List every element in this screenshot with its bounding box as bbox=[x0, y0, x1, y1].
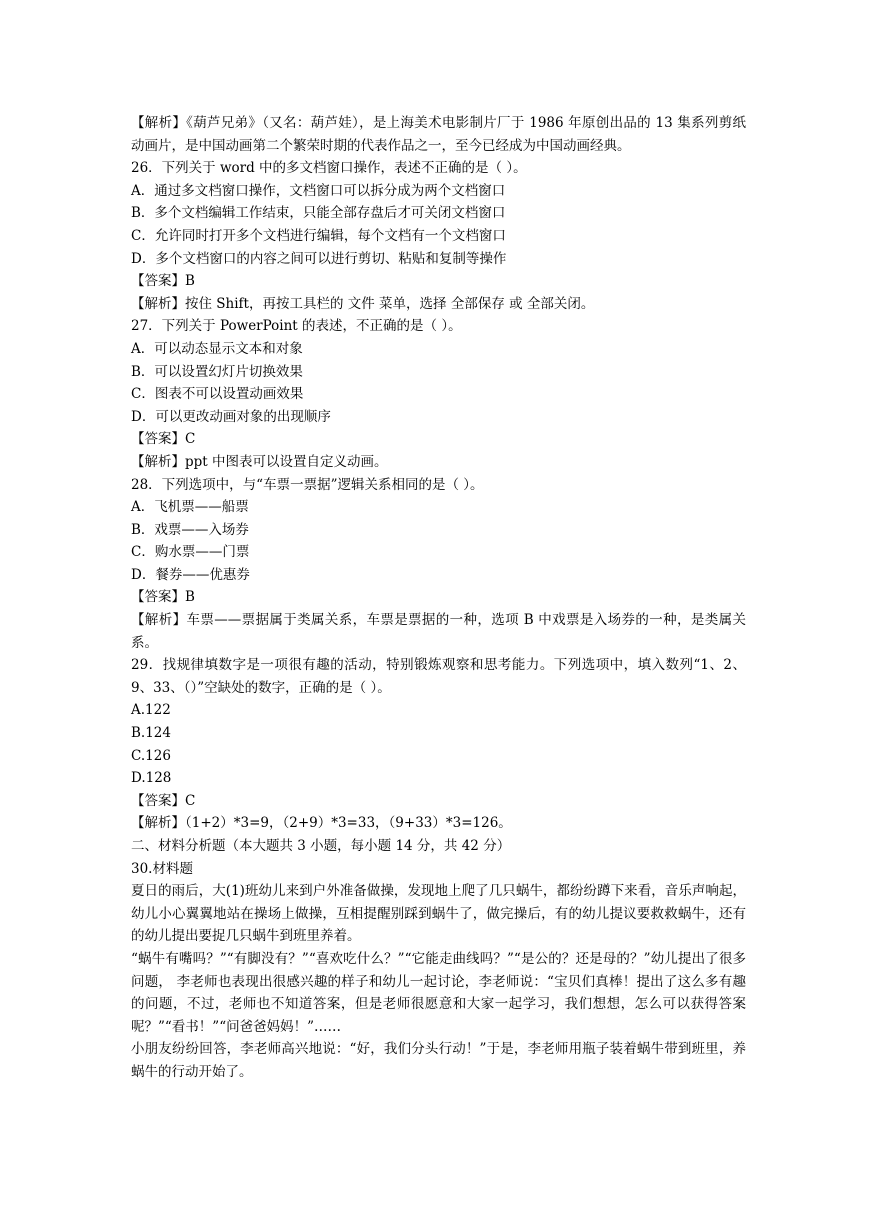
q29-option-c: C.126 bbox=[131, 747, 171, 764]
q29-option-d: D.128 bbox=[131, 770, 172, 787]
q28-option-a: A．飞机票——船票 bbox=[131, 499, 249, 516]
q26-option-a: A．通过多文档窗口操作，文档窗口可以拆分成为两个文档窗口 bbox=[131, 182, 506, 199]
q30-stem: 30.材料题 bbox=[131, 860, 193, 877]
q27-option-b: B．可以设置幻灯片切换效果 bbox=[131, 363, 303, 380]
document-page bbox=[131, 112, 746, 1084]
q30-paragraph-1: 夏日的雨后，大(1)班幼儿来到户外准备做操，发现地上爬了几只蜗牛，都纷纷蹲下来看，音乐声响起，幼儿小心翼翼地站在操场上做操，互相提醒别踩到蜗牛了，做完操后，有的幼儿提议要救救蜗牛，还有的幼儿提出要捉几只蜗牛到班里养着。 bbox=[131, 883, 746, 945]
q27-option-a: A．可以动态显示文本和对象 bbox=[131, 340, 303, 357]
q28-option-b: B．戏票——入场券 bbox=[131, 521, 249, 538]
q28-answer: 【答案】B bbox=[131, 589, 195, 606]
q28-option-c: C．购水票——门票 bbox=[131, 544, 250, 561]
q27-analysis: 【解析】ppt 中图表可以设置自定义动画。 bbox=[131, 453, 388, 470]
q28-analysis: 【解析】车票——票据属于类属关系，车票是票据的一种，选项 B 中戏票是入场券的一种，是类属关系。 bbox=[131, 612, 746, 651]
q29-option-b: B.124 bbox=[131, 725, 171, 742]
q26-answer: 【答案】B bbox=[131, 273, 195, 290]
q26-option-d: D．多个文档窗口的内容之间可以进行剪切、粘贴和复制等操作 bbox=[131, 250, 507, 267]
q29-stem: 29．找规律填数字是一项很有趣的活动，特别锻炼观察和思考能力。下列选项中，填入数列“1、2、9、33、（）”空缺处的数字，正确的是（ ）。 bbox=[131, 657, 746, 696]
q27-stem: 27．下列关于 PowerPoint 的表述，不正确的是（ ）。 bbox=[131, 318, 462, 335]
q26-option-c: C．允许同时打开多个文档进行编辑，每个文档有一个文档窗口 bbox=[131, 227, 506, 244]
q27-answer: 【答案】C bbox=[131, 431, 196, 448]
q27-option-c: C．图表不可以设置动画效果 bbox=[131, 386, 304, 403]
section-heading: 二、材料分析题（本大题共 3 小题，每小题 14 分，共 42 分） bbox=[131, 838, 511, 854]
q29-option-a: A.122 bbox=[131, 702, 171, 719]
q29-answer: 【答案】C bbox=[131, 792, 196, 809]
q25-analysis: 【解析】《葫芦兄弟》（又名：葫芦娃），是上海美术电影制片厂于 1986 年原创出品的 13 集系列剪纸动画片，是中国动画第二个繁荣时期的代表作品之一，至今已经成为中国动画经典。 bbox=[131, 115, 746, 154]
q26-analysis: 【解析】按住 Shift，再按工具栏的 文件 菜单，选择 全部保存 或 全部关闭。 bbox=[131, 295, 595, 312]
q28-option-d: D．餐券——优惠券 bbox=[131, 566, 250, 583]
q30-paragraph-2: “蜗牛有嘴吗？”“有脚没有？”“喜欢吃什么？”“它能走曲线吗？”“是公的？还是母的？”幼儿提出了很多问题， 李老师也表现出很感兴趣的样子和幼儿一起讨论，李老师说：“宝贝们真棒！提出了这么多有趣的问题，不过，老师也不知道答案，但是老师很愿意和大家一起学习，我们想想，怎么可以获得答案呢？”“看书！”“问爸爸妈妈！”…… bbox=[131, 950, 746, 1035]
q29-analysis: 【解析】（1+2）*3=9，（2+9）*3=33，（9+33）*3=126。 bbox=[131, 815, 512, 832]
q30-paragraph-3: 小朋友纷纷回答，李老师高兴地说：“好，我们分头行动！”于是，李老师用瓶子装着蜗牛带到班里，养蜗牛的行动开始了。 bbox=[131, 1041, 746, 1080]
q28-stem: 28．下列选项中，与“车票一票据”逻辑关系相同的是（ ）。 bbox=[131, 476, 484, 493]
q26-option-b: B．多个文档编辑工作结束，只能全部存盘后才可关闭文档窗口 bbox=[131, 205, 506, 222]
q27-option-d: D．可以更改动画对象的出现顺序 bbox=[131, 408, 331, 425]
q26-stem: 26．下列关于 word 中的多文档窗口操作，表述不正确的是（ ）。 bbox=[131, 160, 527, 177]
